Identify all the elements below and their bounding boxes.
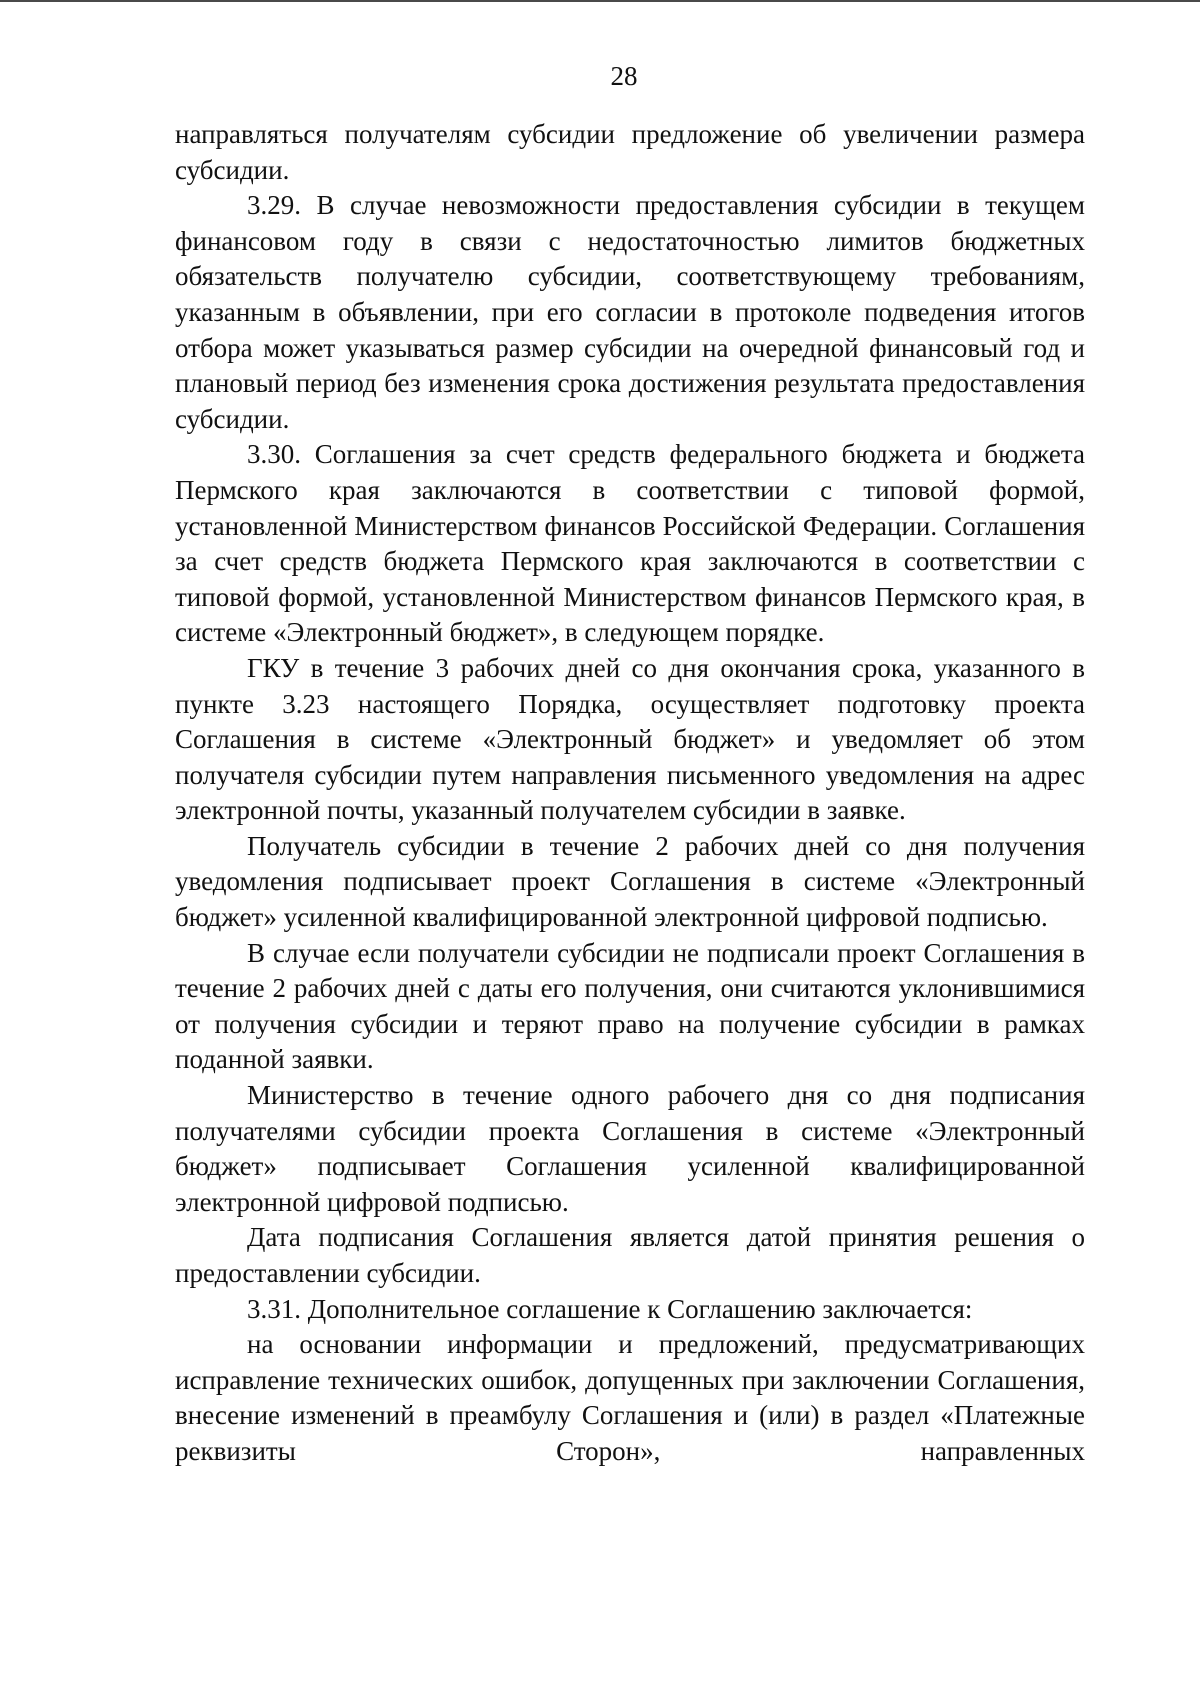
paragraph-3-29: 3.29. В случае невозможности предоставления субсидии в текущем финансовом году в связи с недостаточностью лимитов бюджетных обязательств получателю субсидии, соответствующему требованиям, указанным в объявлении, при его согласии в протоколе подведения итогов отбора может указываться размер субсидии на очередной финансовый год и плановый период без изменения срока достижения результата предоставления субсидии. [175, 190, 1085, 434]
paragraph-continued: на основании информации и предложений, предусматривающих исправление технических ошибок, допущенных при заключении Соглашения, внесение изменений в преамбулу Соглашения и (или) в раздел «Платежные реквизиты Сторон», направленных [175, 1329, 1085, 1466]
scan-top-edge [0, 0, 1200, 2]
paragraph-3-30: 3.30. Соглашения за счет средств федерального бюджета и бюджета Пермского края заключаются в соответствии с типовой формой, установленной Министерством финансов Российской Федерации. Соглашения за счет средств бюджета Пермского края заключаются в соответствии с типовой формой, установленной Министерством финансов Пермского края, в системе «Электронный бюджет», в следующем порядке. [175, 439, 1085, 648]
paragraph: В случае если получатели субсидии не подписали проект Соглашения в течение 2 рабочих дней с даты его получения, они считаются уклонившимися от получения субсидии и теряют право на получение субсидии в рамках поданной заявки. [175, 937, 1085, 1075]
paragraph-3-31: 3.31. Дополнительное соглашение к Соглашению заключается: [247, 1293, 973, 1324]
paragraph: направляться получателям субсидии предложение об увеличении размера субсидии. [175, 119, 1085, 185]
paragraph: ГКУ в течение 3 рабочих дней со дня окончания срока, указанного в пункте 3.23 настоящего Порядка, осуществляет подготовку проекта Соглашения в системе «Электронный бюджет» и уведомляет об этом получателя субсидии путем направления письменного уведомления на адрес электронной почты, указанный получателем субсидии в заявке. [175, 652, 1085, 826]
body-text [175, 117, 1085, 1470]
paragraph: Министерство в течение одного рабочего дня со дня подписания получателями субсидии проекта Соглашения в системе «Электронный бюджет» подписывает Соглашения усиленной квалифицированной электронной цифровой подписью. [175, 1080, 1085, 1217]
paragraph: Дата подписания Соглашения является датой принятия решения о предоставлении субсидии. [175, 1222, 1085, 1288]
paragraph: Получатель субсидии в течение 2 рабочих дней со дня получения уведомления подписывает проект Соглашения в системе «Электронный бюджет» усиленной квалифицированной электронной цифровой подписью. [175, 830, 1085, 933]
page-number: 28 [610, 61, 638, 91]
